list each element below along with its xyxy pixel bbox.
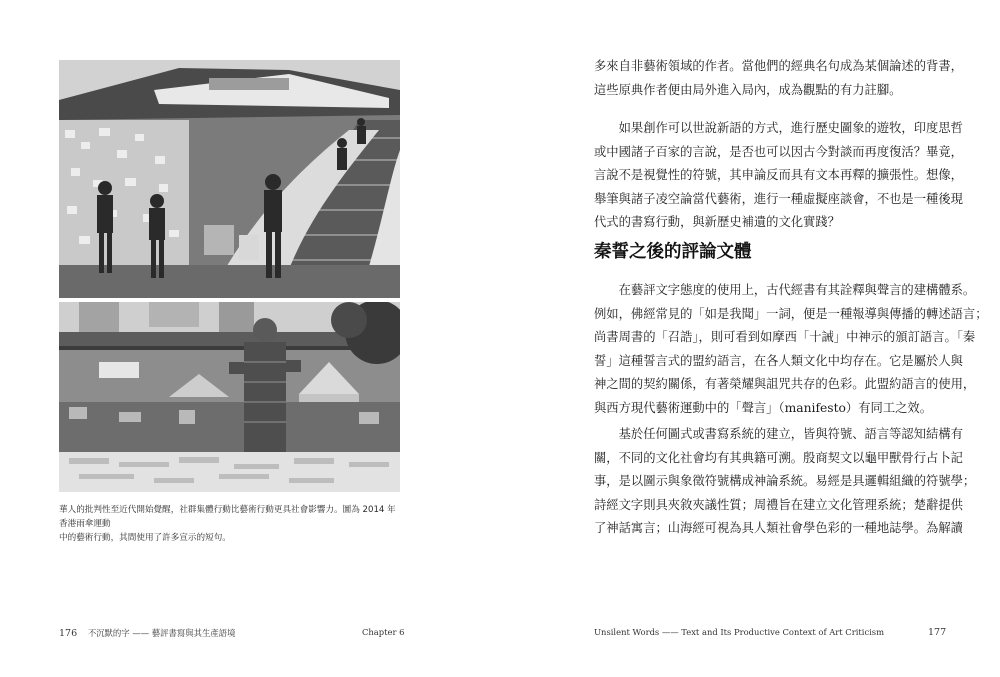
section-heading: 秦誓之後的評論文體	[594, 242, 752, 262]
text-line: 關，不同的文化社會均有其典籍可溯。殷商契文以龜甲獸骨行占卜記	[594, 450, 963, 465]
text-line: 事，是以圖示與象徵符號構成神論系統。易經是具邏輯組織的符號學；	[594, 474, 976, 488]
page-number-left: 176	[59, 628, 78, 639]
page-number-right: 177	[928, 627, 947, 638]
text-line: 言說不是視覺性的符號，其申論反而具有文本再釋的擴張性。想像，	[594, 168, 963, 182]
text-line: 代式的書寫行動，與新歷史補遺的文化實踐？	[594, 215, 840, 229]
caption-line: 華人的批判性至近代開始覺醒，社群集體行動比藝術行動更具社會影響力。圖為 2014 年香港雨傘運動	[59, 505, 396, 529]
right-page	[500, 0, 1000, 677]
chapter-footer: Chapter 6	[362, 627, 405, 637]
caption-line: 中的藝術行動，其間使用了許多宣示的短句。	[59, 533, 231, 543]
text-line: 或中國諸子百家的言說，是否也可以因古今對談而再度復活？畢竟，	[594, 144, 963, 159]
text-line: 了神話寓言；山海經可視為具人類社會學色彩的一種地誌學。為解讀	[594, 521, 963, 535]
paragraph-1	[594, 55, 963, 102]
paragraph-4	[594, 423, 976, 541]
right-footer	[594, 627, 884, 637]
text-line: 多來自非藝術領域的作者。當他們的經典名句成為某個論述的背書，	[594, 59, 963, 73]
photo-umbrella-movement-camp	[59, 302, 400, 492]
text-line: 如果創作可以世說新語的方式，進行歷史圖象的遊牧，印度思哲	[594, 121, 963, 135]
paragraph-2	[594, 117, 963, 235]
photo-lennon-wall-staircase	[59, 60, 400, 298]
text-line: 例如，佛經常見的「如是我聞」一詞，便是一種報導與傳播的轉述語言；	[594, 306, 988, 321]
text-line: 誓」這種誓言式的盟約語言，在各人類文化中均存在。它是屬於人與	[594, 353, 963, 368]
photo-caption	[59, 503, 404, 545]
text-line: 舉筆與諸子凌空論當代藝術，進行一種虛擬座談會，不也是一種後現	[594, 191, 963, 206]
text-line: 詩經文字則具夾敘夾議性質；周禮旨在建立文化管理系統；楚辭提供	[594, 497, 963, 512]
right-page-number-wrap	[928, 627, 946, 638]
chapter-label	[362, 627, 404, 637]
text-line: 神之間的契約關係，有著榮耀與詛咒共存的色彩。此盟約語言的使用，	[594, 377, 976, 391]
paragraph-3	[594, 279, 988, 420]
book-title-footer: 不沉默的字 —— 藝評書寫與其生產語境	[87, 628, 236, 638]
text-line: 這些原典作者便由局外進入局內，成為觀點的有力註腳。	[594, 82, 902, 97]
text-line: 與西方現代藝術運動中的「聲言」（manifesto）有同工之效。	[594, 400, 933, 415]
left-footer	[59, 627, 236, 639]
text-line: 尚書周書的「召誥」，則可看到如摩西「十誡」中神示的頒訂語言。「秦	[594, 330, 976, 344]
text-line: 在藝評文字態度的使用上，古代經書有其詮釋與聲言的建構體系。	[594, 283, 976, 297]
text-line: 基於任何圖式或書寫系統的建立，皆與符號、語言等認知結構有	[594, 427, 963, 441]
running-title-footer: Unsilent Words —— Text and Its Productive Context of Art Criticism	[594, 627, 885, 637]
